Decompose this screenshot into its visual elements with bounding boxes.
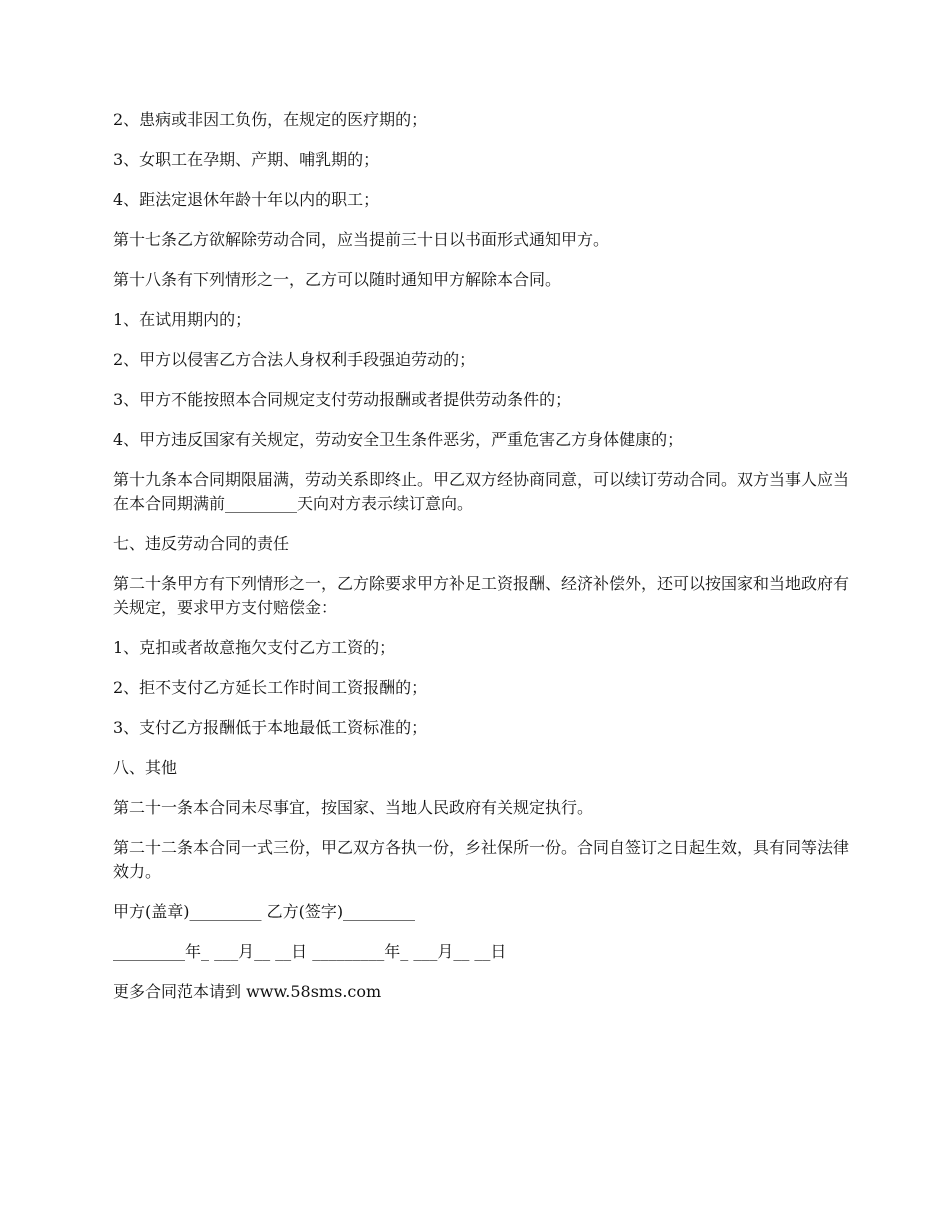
- article-22: 第二十二条本合同一式三份，甲乙双方各执一份，乡社保所一份。合同自签订之日起生效，具有同等法律效力。: [113, 838, 850, 881]
- section-heading-8: 八、其他: [113, 758, 178, 777]
- clause-item: 2、患病或非因工负伤，在规定的医疗期的；: [113, 110, 428, 129]
- footer-note: 更多合同范本请到 www.58sms.com: [113, 982, 382, 1001]
- clause-item: 1、克扣或者故意拖欠支付乙方工资的；: [113, 638, 396, 657]
- clause-item: 3、女职工在孕期、产期、哺乳期的；: [113, 150, 380, 169]
- clause-item: 4、距法定退休年龄十年以内的职工；: [113, 190, 380, 209]
- document-body: [113, 108, 853, 1020]
- clause-item: 3、甲方不能按照本合同规定支付劳动报酬或者提供劳动条件的；: [113, 390, 572, 409]
- signature-line: 甲方(盖章)_________ 乙方(签字)_________: [113, 902, 416, 921]
- article-21: 第二十一条本合同未尽事宜，按国家、当地人民政府有关规定执行。: [113, 798, 594, 817]
- article-17: 第十七条乙方欲解除劳动合同，应当提前三十日以书面形式通知甲方。: [113, 230, 610, 249]
- date-line: _________年_ ___月__ __日 _________年_ ___月__ __日: [113, 942, 507, 961]
- clause-item: 4、甲方违反国家有关规定，劳动安全卫生条件恶劣，严重危害乙方身体健康的；: [113, 430, 684, 449]
- article-18: 第十八条有下列情形之一，乙方可以随时通知甲方解除本合同。: [113, 270, 562, 289]
- clause-item: 2、拒不支付乙方延长工作时间工资报酬的；: [113, 678, 428, 697]
- section-heading-7: 七、违反劳动合同的责任: [113, 534, 290, 553]
- clause-item: 2、甲方以侵害乙方合法人身权利手段强迫劳动的；: [113, 350, 476, 369]
- clause-item: 3、支付乙方报酬低于本地最低工资标准的；: [113, 718, 428, 737]
- article-19: 第十九条本合同期限届满，劳动关系即终止。甲乙双方经协商同意，可以续订劳动合同。双方当事人应当在本合同期满前_________天向对方表示续订意向。: [113, 470, 850, 513]
- clause-item: 1、在试用期内的；: [113, 310, 252, 329]
- article-20: 第二十条甲方有下列情形之一，乙方除要求甲方补足工资报酬、经济补偿外，还可以按国家和当地政府有关规定，要求甲方支付赔偿金：: [113, 574, 850, 617]
